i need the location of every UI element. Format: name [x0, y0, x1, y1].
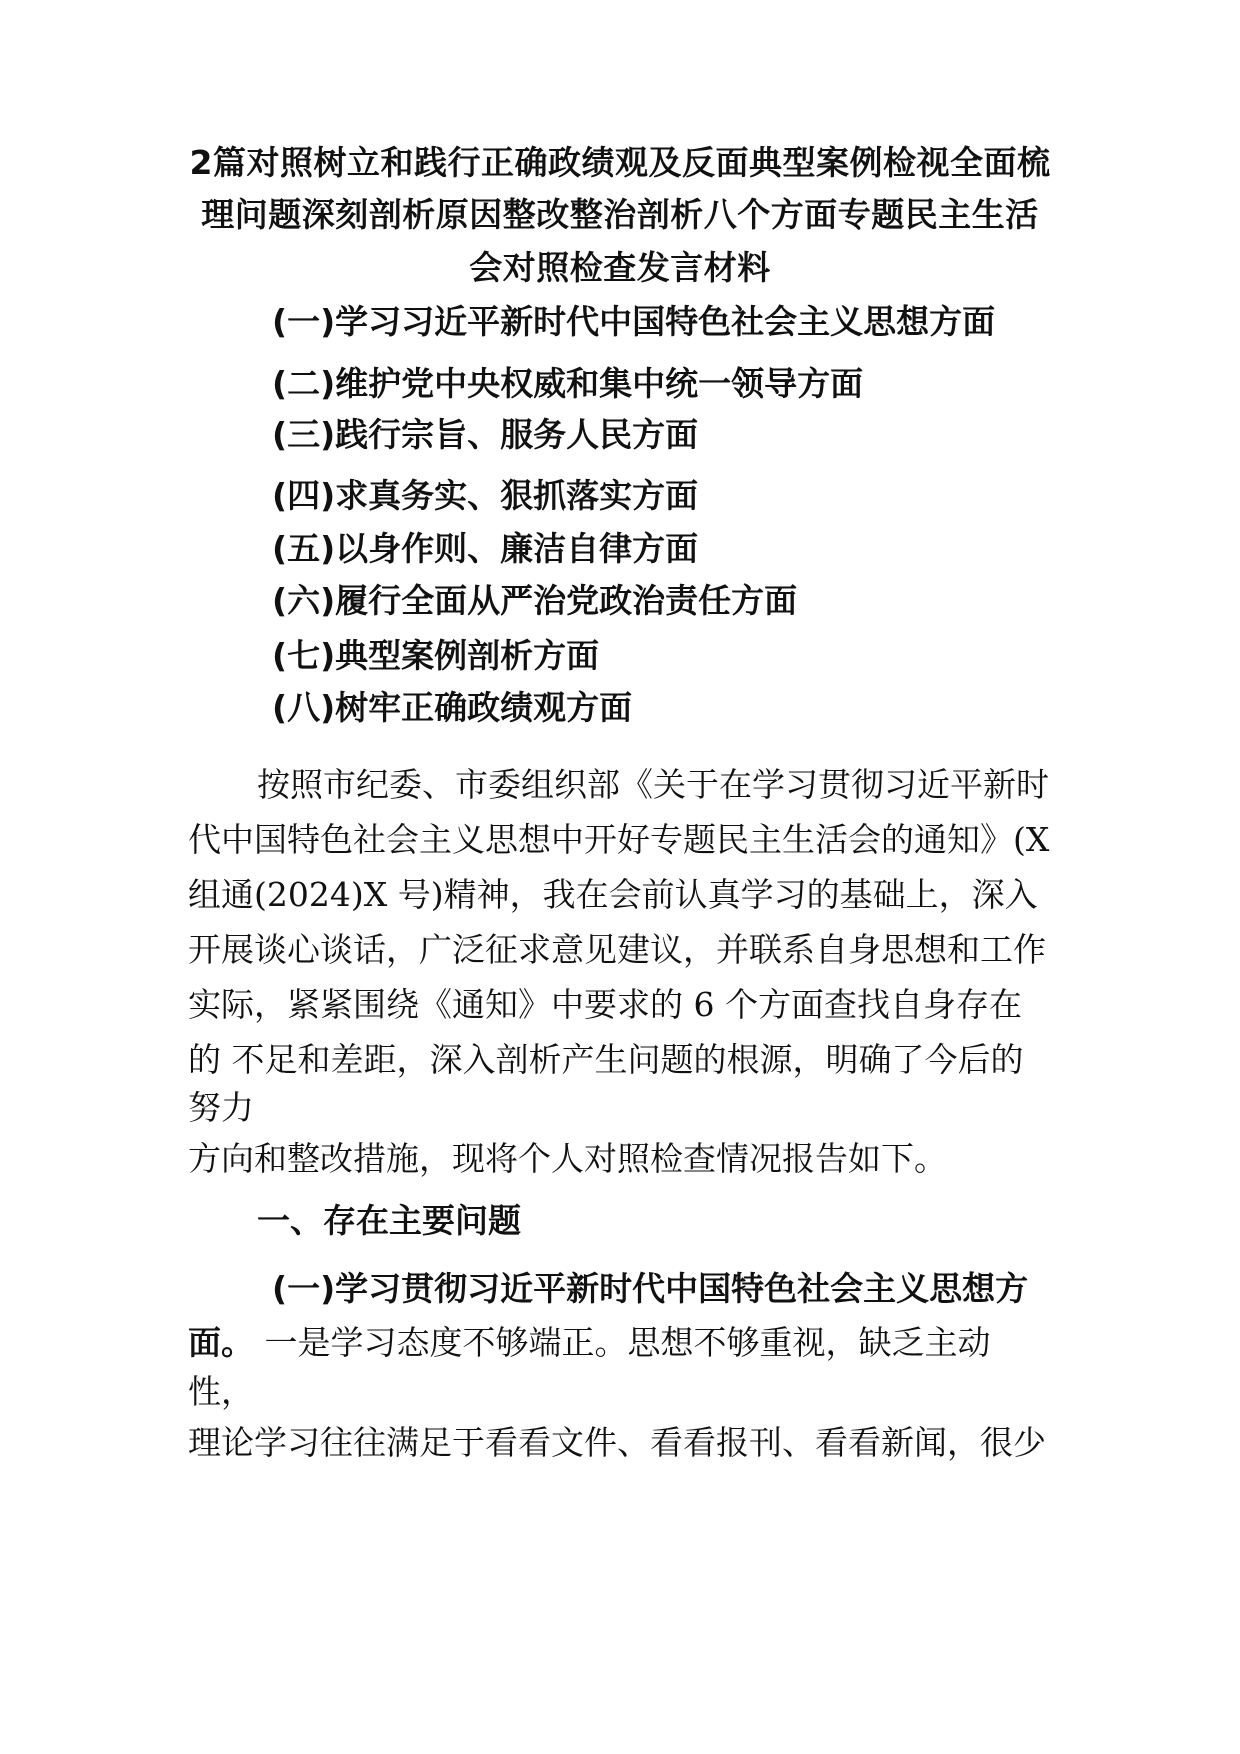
intro-line-4: 开展谈心谈话，广泛征求意见建议，并联系自身思想和工作 [188, 930, 1046, 969]
intro-line-8: 方向和整改措施，现将个人对照检查情况报告如下。 [188, 1139, 947, 1178]
intro-line-3: 组通(2024)X 号)精神，我在会前认真学习的基础上，深入 [188, 875, 1038, 914]
intro-line-7: 努力 [188, 1088, 254, 1127]
toc-item-8: (八)树牢正确政绩观方面 [272, 688, 633, 727]
toc-item-3: (三)践行宗旨、服务人民方面 [272, 415, 699, 454]
toc-item-7: (七)典型案例剖析方面 [272, 636, 600, 675]
intro-line-1: 按照市纪委、市委组织部《关于在学习贯彻习近平新时 [257, 765, 1049, 804]
subsection-line-3: 性， [188, 1372, 254, 1411]
toc-item-2: (二)维护党中央权威和集中统一领导方面 [272, 364, 864, 403]
document-title-line-2: 理问题深刻剖析原因整改整治剖析八个方面专题民主生活 [201, 195, 1039, 234]
intro-line-5: 实际，紧紧围绕《通知》中要求的 6 个方面查找自身存在 [188, 985, 1022, 1024]
subsection-first-point: 一是学习态度不够端正。思想不够重视，缺乏主动 [254, 1323, 991, 1362]
subsection-heading-line-2 [188, 1321, 991, 1366]
subsection-heading-line-1: (一)学习贯彻习近平新时代中国特色社会主义思想方 [272, 1269, 1029, 1308]
document-title-line-1: 2篇对照树立和践行正确政绩观及反面典型案例检视全面梳 [189, 143, 1051, 182]
toc-item-5: (五)以身作则、廉洁自律方面 [272, 529, 699, 568]
section-heading: 一、存在主要问题 [257, 1201, 521, 1240]
document-title-line-3: 会对照检查发言材料 [469, 248, 771, 287]
subsection-heading-end: 面。 [188, 1323, 254, 1362]
toc-item-6: (六)履行全面从严治党政治责任方面 [272, 581, 798, 620]
toc-item-4: (四)求真务实、狠抓落实方面 [272, 476, 699, 515]
subsection-line-4: 理论学习往往满足于看看文件、看看报刊、看看新闻，很少 [188, 1423, 1046, 1462]
intro-line-2: 代中国特色社会主义思想中开好专题民主生活会的通知》(X [188, 820, 1050, 859]
intro-line-6: 的 不足和差距，深入剖析产生问题的根源，明确了今后的 [188, 1040, 1024, 1079]
toc-item-1: (一)学习习近平新时代中国特色社会主义思想方面 [272, 302, 996, 341]
